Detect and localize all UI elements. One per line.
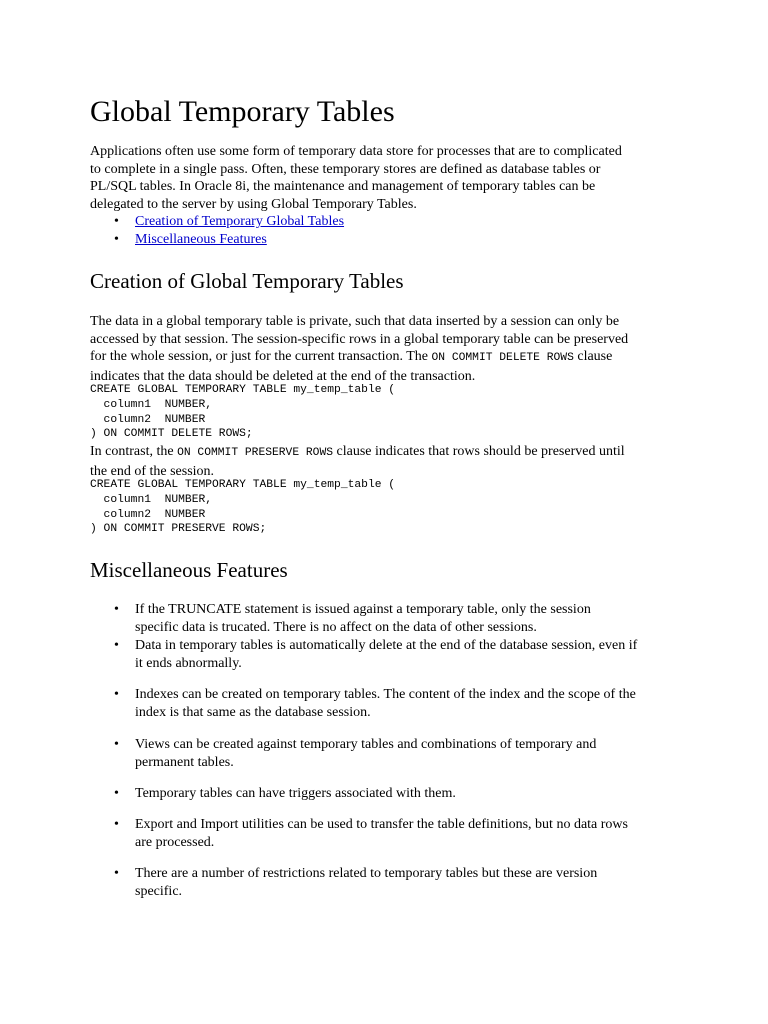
text-fragment: for the whole session, or just for the current transaction. The [90, 349, 432, 365]
list-item-text [135, 686, 636, 721]
creation-line: accessed by that session. The session-specific rows in a global temporary table can be preserved [90, 331, 629, 347]
list-item-line: Data in temporary tables is automatically delete at the end of the database session, even if [135, 638, 638, 653]
code-line: CREATE GLOBAL TEMPORARY TABLE my_temp_table ( [90, 479, 396, 491]
preserve-paragraph [90, 443, 680, 480]
bullet-icon: • [114, 231, 119, 247]
text-fragment: clause [573, 349, 613, 365]
bullet-icon: • [114, 866, 119, 881]
bullet-icon: • [114, 786, 119, 801]
intro-paragraph [90, 143, 680, 213]
code-line: CREATE GLOBAL TEMPORARY TABLE my_temp_table ( [90, 384, 396, 396]
code-line: ) ON COMMIT DELETE ROWS; [90, 428, 253, 441]
bullet-icon: • [114, 638, 119, 653]
creation-paragraph [90, 313, 680, 385]
creation-line-with-code [90, 348, 680, 368]
list-item-text [135, 601, 591, 636]
bullet-icon: • [114, 737, 119, 752]
toc-link-misc[interactable]: Miscellaneous Features [135, 231, 267, 247]
inline-code: ON COMMIT DELETE ROWS [431, 352, 574, 365]
code-block-delete-rows [90, 383, 395, 442]
code-line: column2 NUMBER [90, 508, 206, 521]
bullet-icon: • [114, 687, 119, 702]
code-line: column2 NUMBER [90, 413, 206, 426]
toc-item-creation [90, 213, 344, 231]
code-line: column1 NUMBER, [90, 493, 213, 506]
list-item-line: permanent tables. [135, 754, 234, 770]
list-item-line: specific data is trucated. There is no affect on the data of other sessions. [135, 619, 537, 635]
preserve-line-with-code [90, 443, 680, 463]
list-item-line: If the TRUNCATE statement is issued against a temporary table, only the session [135, 602, 591, 617]
list-item-line: Indexes can be created on temporary tables. The content of the index and the scope of the [135, 687, 636, 702]
intro-line: delegated to the server by using Global Temporary Tables. [90, 196, 417, 212]
list-item-text [135, 637, 637, 672]
toc-link-creation[interactable]: Creation of Temporary Global Tables [135, 214, 345, 229]
creation-heading: Creation of Global Temporary Tables [90, 269, 404, 293]
list-item-line: it ends abnormally. [135, 655, 242, 671]
list-item-line: index is that same as the database session. [135, 704, 371, 720]
code-line: column1 NUMBER, [90, 398, 213, 411]
bullet-icon: • [114, 817, 119, 832]
list-item-text [135, 736, 596, 771]
intro-line: PL/SQL tables. In Oracle 8i, the maintenance and management of temporary tables can be [90, 179, 596, 195]
page-title: Global Temporary Tables [90, 95, 395, 128]
misc-heading: Miscellaneous Features [90, 558, 288, 582]
list-item-line: There are a number of restrictions related to temporary tables but these are version [135, 866, 598, 881]
table-of-contents [90, 213, 344, 248]
text-fragment: clause indicates that rows should be preserved until [333, 444, 625, 459]
list-item-line: Temporary tables can have triggers associated with them. [135, 786, 456, 801]
text-fragment: In contrast, the [90, 444, 178, 459]
bullet-icon: • [114, 602, 119, 617]
inline-code: ON COMMIT PRESERVE ROWS [177, 447, 334, 459]
code-line: ) ON COMMIT PRESERVE ROWS; [90, 523, 267, 536]
bullet-icon: • [114, 214, 119, 229]
intro-line: Applications often use some form of temporary data store for processes that are to complicated [90, 144, 622, 159]
toc-item-misc [90, 231, 344, 249]
intro-line: to complete in a single pass. Often, these temporary stores are defined as database tables or [90, 161, 601, 177]
list-item-line: Views can be created against temporary tables and combinations of temporary and [135, 737, 597, 752]
creation-line: indicates that the data should be deleted at the end of the transaction. [90, 368, 476, 384]
list-item-text [135, 865, 597, 900]
preserve-line: the end of the session. [90, 463, 215, 479]
list-item-line: Export and Import utilities can be used to transfer the table definitions, but no data rows [135, 817, 628, 832]
creation-line: The data in a global temporary table is private, such that data inserted by a session can only be [90, 314, 620, 329]
list-item-text [135, 785, 456, 803]
list-item-line: specific. [135, 883, 183, 899]
list-item-text [135, 816, 628, 851]
list-item-line: are processed. [135, 834, 215, 850]
code-block-preserve-rows [90, 478, 395, 537]
